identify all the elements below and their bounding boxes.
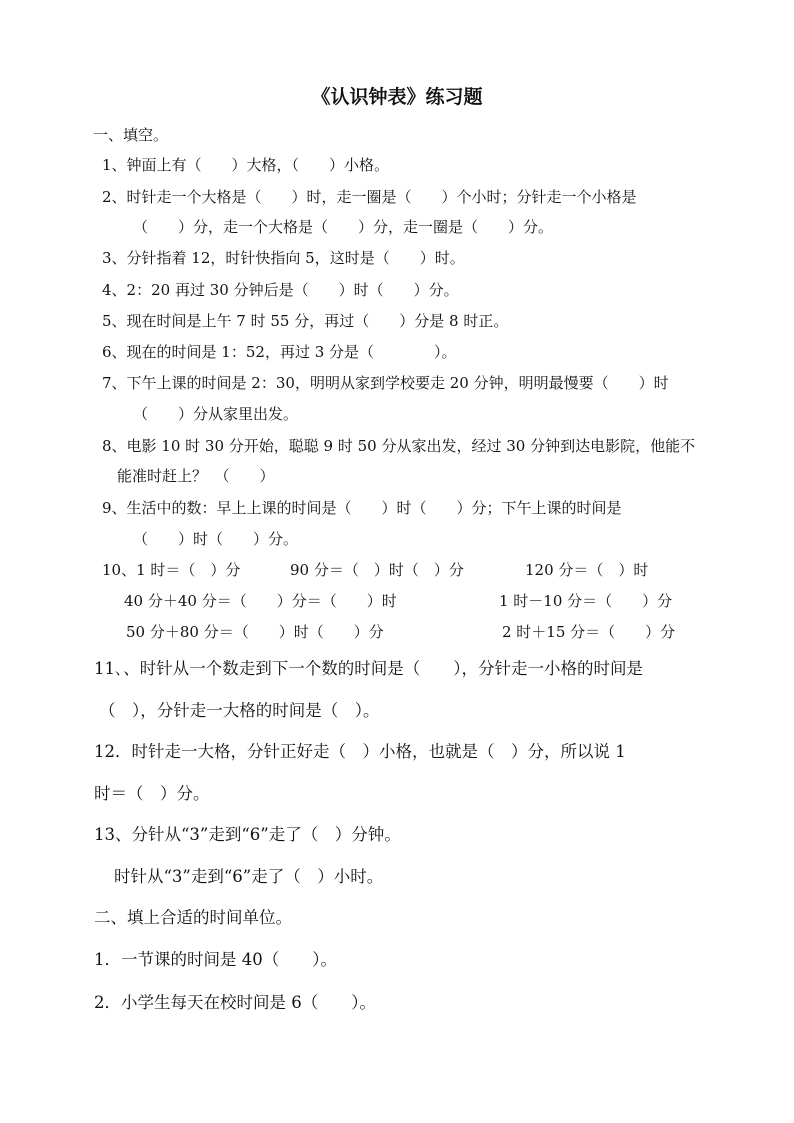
question-11-line-2: （ ），分针走一大格的时间是（ ）。	[99, 701, 380, 720]
question-4: 4、2：20 再过 30 分钟后是（ ）时（ ）分。	[102, 281, 459, 299]
question-10-row-3-col-2: 2 时＋15 分＝（ ）分	[502, 623, 676, 641]
question-10-row-3-col-1: 50 分＋80 分＝（ ）时（ ）分	[126, 623, 384, 641]
question-1: 1、钟面上有（ ）大格，（ ）小格。	[102, 156, 390, 174]
question-3: 3、分针指着 12，时针快指向 5，这时是（ ）时。	[102, 249, 465, 267]
question-8-line-1: 8、电影 10 时 30 分开始，聪聪 9 时 50 分从家出发，经过 30 分钟到达电影院，他能不	[102, 437, 696, 455]
worksheet-title: 《认识钟表》练习题	[311, 86, 483, 108]
question-9-line-2: （ ）时（ ）分。	[133, 530, 299, 548]
question-10-row-1-col-3: 120 分＝（ ）时	[525, 561, 649, 579]
question-9-line-1: 9、生活中的数：早上上课的时间是（ ）时（ ）分；下午上课的时间是	[102, 499, 622, 517]
question-13-line-1: 13、分针从“3”走到“6”走了（ ）分钟。	[94, 825, 401, 844]
question-7-line-2: （ ）分从家里出发。	[133, 405, 299, 423]
question-8-line-2: 能准时赶上？ （ ）	[117, 467, 275, 485]
question-7-line-1: 7、下午上课的时间是 2：30，明明从家到学校要走 20 分钟，明明最慢要（ ）时	[102, 374, 669, 392]
question-10-row-2-col-1: 40 分＋40 分＝（ ）分＝（ ）时	[124, 592, 397, 610]
question-13-line-2: 时针从“3”走到“6”走了（ ）小时。	[114, 867, 384, 886]
question-11-line-1: 11､、时针从一个数走到下一个数的时间是（ ），分针走一小格的时间是	[94, 659, 643, 678]
question-12-line-1: 12．时针走一大格，分针正好走（ ）小格，也就是（ ）分，所以说 1	[94, 742, 626, 761]
section-2-question-1: 1．一节课的时间是 40（ ）。	[94, 950, 337, 969]
question-10-row-1-col-2: 90 分＝（ ）时（ ）分	[290, 561, 464, 579]
question-12-line-2: 时＝（ ）分。	[94, 784, 210, 803]
question-10-row-1-col-1: 10、1 时＝（ ）分	[102, 561, 241, 579]
section-2-heading: 二、填上合适的时间单位。	[94, 908, 292, 927]
question-6: 6、现在的时间是 1：52，再过 3 分是（ ）。	[102, 343, 457, 361]
question-2-line-2: （ ）分，走一个大格是（ ）分，走一圈是（ ）分。	[133, 218, 554, 236]
question-10-row-2-col-2: 1 时－10 分＝（ ）分	[499, 592, 673, 610]
question-5: 5、现在时间是上午 7 时 55 分，再过（ ）分是 8 时正。	[102, 312, 509, 330]
section-1-heading: 一、填空。	[93, 126, 169, 144]
question-2-line-1: 2、时针走一个大格是（ ）时，走一圈是（ ）个小时；分针走一个小格是	[102, 188, 637, 206]
section-2-question-2: 2．小学生每天在校时间是 6（ ）。	[94, 993, 376, 1012]
